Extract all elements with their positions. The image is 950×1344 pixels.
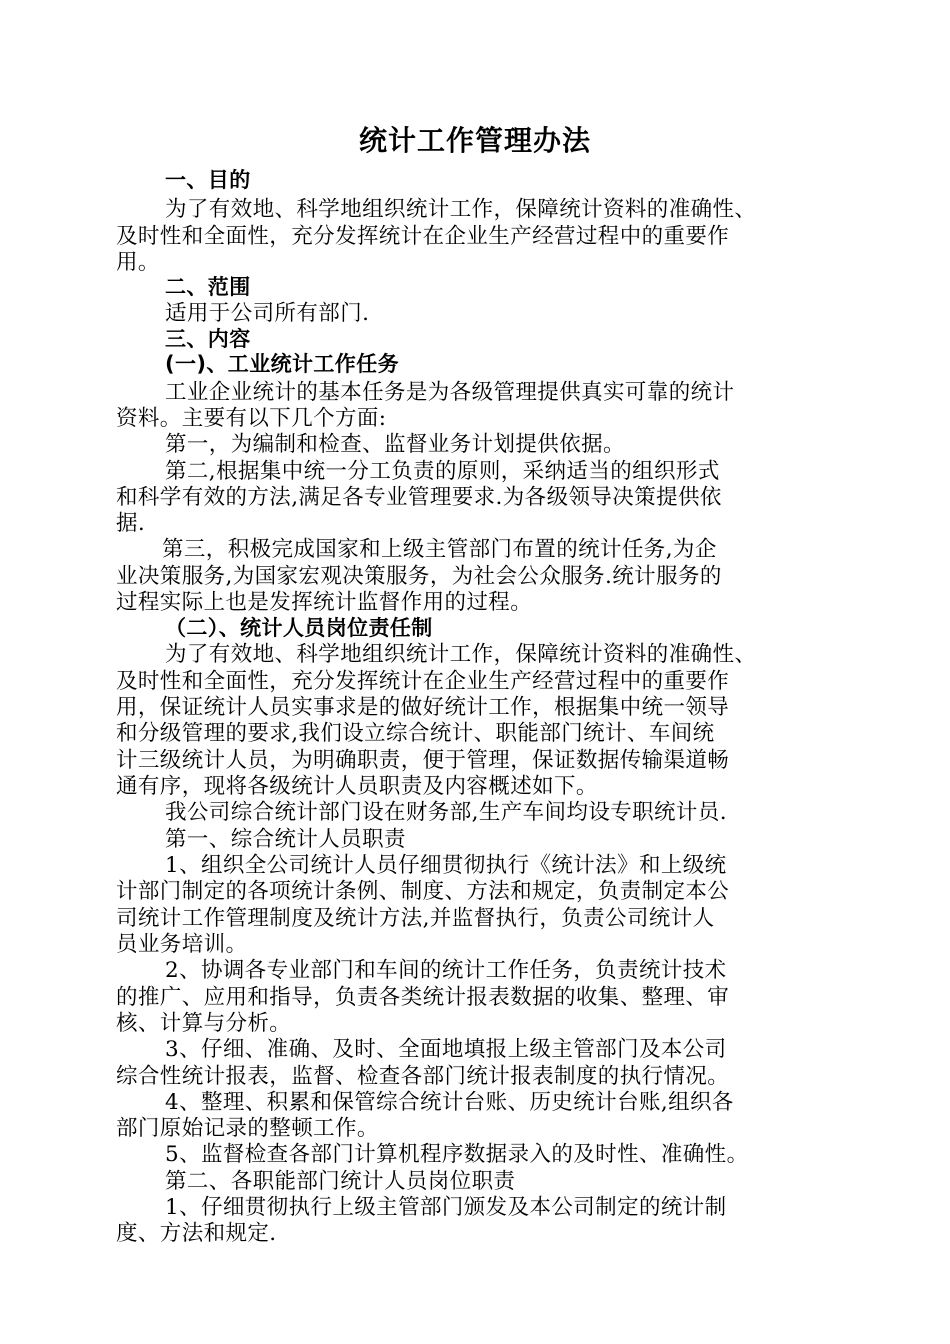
paragraph-line: 第一、综合统计人员职责	[165, 827, 406, 852]
section-heading: 二、范围	[165, 275, 251, 299]
paragraph-line: 用。	[116, 250, 160, 275]
paragraph-line: 为了有效地、科学地组织统计工作，保障统计资料的准确性、	[165, 197, 757, 222]
paragraph-line: 第二、各职能部门统计人员岗位职责	[165, 1169, 516, 1194]
paragraph-line: 资料。主要有以下几个方面:	[116, 406, 387, 431]
section-heading: 一、目的	[165, 168, 251, 192]
paragraph-line: 第一，为编制和检查、监督业务计划提供依据。	[165, 432, 625, 457]
paragraph-line: 第三，积极完成国家和上级主管部门布置的统计任务,为企	[162, 537, 717, 562]
paragraph-line: 为了有效地、科学地组织统计工作，保障统计资料的准确性、	[165, 642, 757, 667]
paragraph-line: 综合性统计报表，监督、检查各部门统计报表制度的执行情况。	[116, 1064, 730, 1089]
paragraph-line: 度、方法和规定.	[116, 1221, 277, 1246]
paragraph-line: 适用于公司所有部门.	[165, 301, 370, 326]
paragraph-line: 的推广、应用和指导，负责各类统计报表数据的收集、整理、审	[116, 985, 730, 1010]
paragraph-line: 5、监督检查各部门计算机程序数据录入的及时性、准确性。	[165, 1142, 749, 1167]
paragraph-line: 4、整理、积累和保管综合统计台账、历史统计台账,组织各	[165, 1090, 734, 1115]
paragraph-line: 业决策服务,为国家宏观决策服务，为社会公众服务.统计服务的	[116, 564, 722, 589]
paragraph-line: 及时性和全面性，充分发挥统计在企业生产经营过程中的重要作	[116, 224, 730, 249]
subsection-heading: (一)、工业统计工作任务	[165, 352, 399, 376]
paragraph-line: 据.	[116, 511, 146, 536]
paragraph-line: 3、仔细、准确、及时、全面地填报上级主管部门及本公司	[165, 1037, 727, 1062]
paragraph-line: 和分级管理的要求,我们设立综合统计、职能部门统计、车间统	[116, 721, 715, 746]
paragraph-line: 工业企业统计的基本任务是为各级管理提供真实可靠的统计	[165, 380, 735, 405]
paragraph-line: 2、协调各专业部门和车间的统计工作任务，负责统计技术	[165, 958, 727, 983]
paragraph-line: 第二,根据集中统一分工负责的原则，采纳适当的组织形式	[165, 459, 720, 484]
document-title: 统计工作管理办法	[358, 124, 591, 157]
paragraph-line: 和科学有效的方法,满足各专业管理要求.为各级领导决策提供依	[116, 485, 722, 510]
paragraph-line: 我公司综合统计部门设在财务部,生产车间均设专职统计员.	[165, 800, 727, 825]
section-heading: 三、内容	[165, 327, 251, 351]
paragraph-line: 通有序，现将各级统计人员职责及内容概述如下。	[116, 774, 598, 799]
paragraph-line: 部门原始记录的整顿工作。	[116, 1116, 379, 1141]
paragraph-line: 用，保证统计人员实事求是的做好统计工作，根据集中统一领导	[116, 695, 730, 720]
paragraph-line: 员业务培训。	[116, 932, 248, 957]
subsection-heading: （二）、统计人员岗位责任制	[165, 616, 433, 640]
paragraph-line: 过程实际上也是发挥统计监督作用的过程。	[116, 590, 533, 615]
paragraph-line: 司统计工作管理制度及统计方法,并监督执行，负责公司统计人	[116, 906, 715, 931]
paragraph-line: 核、计算与分析。	[116, 1011, 292, 1036]
paragraph-line: 计部门制定的各项统计条例、制度、方法和规定，负责制定本公	[116, 879, 730, 904]
paragraph-line: 1、组织全公司统计人员仔细贯彻执行《统计法》和上级统	[165, 853, 727, 878]
paragraph-line: 及时性和全面性，充分发挥统计在企业生产经营过程中的重要作	[116, 669, 730, 694]
paragraph-line: 计三级统计人员，为明确职责，便于管理，保证数据传输渠道畅	[116, 748, 730, 773]
paragraph-line: 1、仔细贯彻执行上级主管部门颁发及本公司制定的统计制	[165, 1195, 727, 1220]
